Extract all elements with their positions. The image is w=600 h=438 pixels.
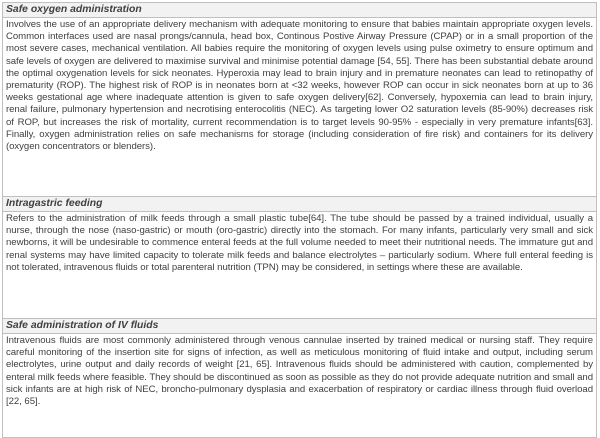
section-intragastric-feeding [3, 197, 596, 319]
section-body: Intravenous fluids are most commonly administered through venous cannulae inserted by trained medical or nursing staff. They require careful monitoring of the insertion site for signs of infection, as well as meticulous monitoring of fluid intake and output, including serum electrolytes, urine output and daily records of weight [21, 65]. Intravenous fluids should be administered with caution, complemented by enteral milk feeds where feasible. They should be discontinued as soon as possible as they do not provide adequate nutrition and small and sick infants are at high risk of NEC, broncho-pulmonary dysplasia and exacerbation of respiratory or cardiac illness through fluid overload [22, 65]. [6, 335, 593, 408]
section-heading: Safe administration of IV fluids [3, 319, 596, 334]
section-heading: Intragastric feeding [3, 197, 596, 212]
section-iv-fluids [3, 319, 596, 438]
info-table [2, 2, 597, 438]
section-safe-oxygen [3, 3, 596, 197]
section-body: Refers to the administration of milk feeds through a small plastic tube[64]. The tube should be passed by a trained individual, usually a nurse, through the nose (naso-gastric) or mouth (oro-gastric) directly into the stomach. For many infants, particularly very small and sick newborns, it will be undesirable to commence enteral feeds at the full volume needed to meet their nutritional needs. The immature gut and renal systems may have limited capacity to tolerate milk feeds and balance electrolytes – particularly sodium. Where full enteral feeding is not tolerated, intravenous fluids or total parenteral nutrition (TPN) may be considered, in settings where these are available. [6, 213, 593, 273]
section-heading: Safe oxygen administration [3, 3, 596, 18]
section-body: Involves the use of an appropriate delivery mechanism with adequate monitoring to ensure that babies maintain appropriate oxygen levels. Common interfaces used are nasal prongs/cannula, head box, Continous Postive Airway Pressure (CPAP) or in a small proportion of the most severe cases, mechanical ventilation. All babies require the monitoring of oxygen levels using pulse oximetry to ensure optimum and safe levels of oxygen are delivered to maximise survival and minimise potential damage [54, 55]. There has been substantial debate around the optimal oxygenation levels for sick neonates. Hyperoxia may lead to brain injury and in premature neonates can lead to retinopathy of prematurity (ROP). The highest risk of ROP is in neonates born at <32 weeks, however ROP can occur in sick neonates born at up to 36 weeks gestational age where inadequate attention is given to safe oxygen delivery[62]. Conversely, hypoxemia can lead to brain injury, renal failure, pulmonary hypertension and necrotising enterocolitis (NEC). As targeting lower O2 saturation levels (85-90%) decreases risk of ROP, but increases the risk of mortality, current recommendation is to target levels 90-95% - especially in very premature infants[63]. Finally, oxygen administration relies on safe mechanisms for storage (including consideration of fire risk) and containers for its delivery (oxygen concentrators or blenders). [6, 19, 593, 153]
